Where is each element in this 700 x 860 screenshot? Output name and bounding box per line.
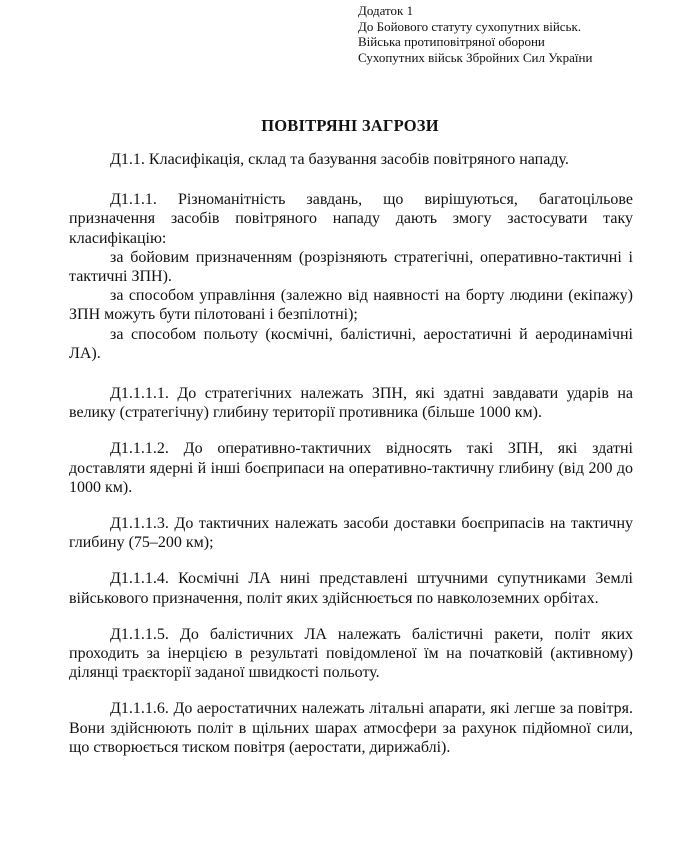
paragraph-operational-tactical: Д1.1.1.2. До оперативно-тактичних відносять такі ЗПН, які здатні доставляти ядерні й інші боєприпаси на оперативно-тактичну глибину (від 200 до 1000 км). (69, 440, 633, 496)
paragraph-classification-intro: Д1.1.1. Різноманітність завдань, що вирішуються, багатоцільове призначення засобів повітряного нападу дають змогу застосувати таку класифікацію: (69, 191, 633, 247)
paragraph-by-flight: за способом польоту (космічні, балістичні, аеростатичні й аеродинамічні ЛА). (69, 325, 633, 362)
appendix-header-line: До Бойового статуту сухопутних військ. (358, 18, 582, 34)
document-title: ПОВІТРЯНІ ЗАГРОЗИ (261, 116, 439, 135)
appendix-header-line: Додаток 1 (358, 3, 414, 18)
appendix-header-line: Війська протиповітряної оборони (358, 34, 545, 49)
paragraph-space: Д1.1.1.4. Космічні ЛА нині представлені штучними супутниками Землі військового призначення, політ яких здійснюється по навколоземних орбітах. (69, 570, 633, 607)
paragraph-aerostatic: Д1.1.1.6. До аеростатичних належать літальні апарати, які легше за повітря. Вони здійснюють політ в щільних шарах атмосфери за рахунок підйомної сили, що створюється тиском повітря (аеростати, дирижаблі). (69, 700, 633, 756)
appendix-header-line: Сухопутних військ Збройних Сил України (358, 49, 593, 65)
appendix-header (358, 3, 592, 65)
paragraph-ballistic: Д1.1.1.5. До балістичних ЛА належать балістичні ракети, політ яких проходить за інерцією в результаті повідомленої їм на початковій (активному) ділянці траєкторії заданої швидкості польоту. (69, 625, 633, 682)
paragraph-by-purpose: за бойовим призначенням (розрізняють стратегічні, оперативно-тактичні і тактичні ЗПН). (69, 248, 633, 286)
paragraph-by-control: за способом управління (залежно від наявності на борту людини (екіпажу) ЗПН можуть бути пілотовані і безпілотні); (69, 287, 633, 324)
paragraph-strategic: Д1.1.1.1. До стратегічних належать ЗПН, які здатні завдавати ударів на велику (стратегічну) глибину території противника (більше 1000 км). (69, 385, 633, 422)
paragraph-tactical: Д1.1.1.3. До тактичних належать засоби доставки боєприпасів на тактичну глибину (75–200 км); (69, 515, 633, 552)
document-body (69, 150, 633, 757)
paragraph-section-heading: Д1.1. Класифікація, склад та базування засобів повітряного нападу. (110, 151, 569, 168)
